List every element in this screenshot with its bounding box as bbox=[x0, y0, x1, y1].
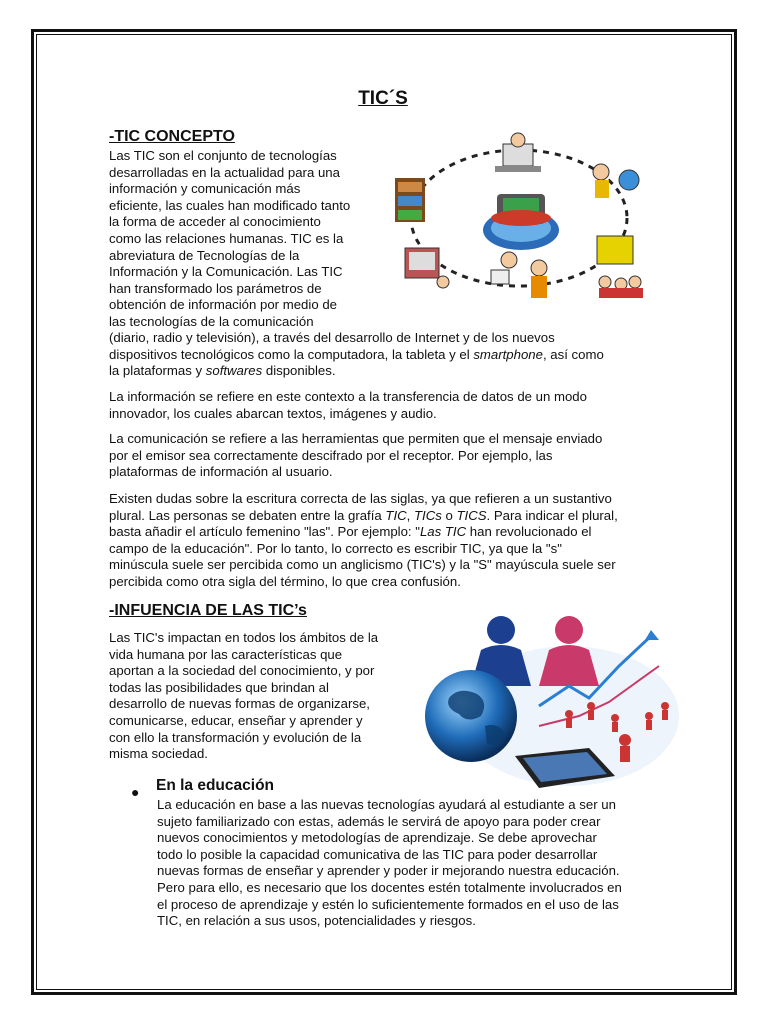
text-line: Las TIC son el conjunto de tecnologías bbox=[109, 148, 337, 163]
education-paragraph bbox=[157, 797, 662, 930]
document-title: TIC´S bbox=[358, 88, 408, 109]
text-line bbox=[109, 347, 661, 364]
ict-influence-illustration bbox=[419, 606, 679, 794]
text-line: por el emisor sea correctamente descifrado por el receptor. Por ejemplo, las bbox=[109, 447, 553, 463]
text-line: (diario, radio y televisión), a través del desarrollo de Internet y de los nuevos bbox=[109, 330, 555, 345]
text-line bbox=[109, 524, 661, 541]
text-span: dispositivos tecnológicos como la computadora, la tableta y el bbox=[109, 346, 470, 362]
text-line: percibida como otra sigla del término, lo que crea confusión. bbox=[109, 573, 461, 589]
text-line: las tecnologías de la comunicación bbox=[109, 313, 314, 329]
text-span: disponibles. bbox=[262, 363, 336, 379]
information-paragraph bbox=[109, 389, 661, 422]
text-span: o bbox=[441, 507, 457, 523]
text-line: sujeto familiarizado con estas, además le servirá de apoyo para poder crear bbox=[157, 813, 601, 829]
text-line: todo lo posible la capacidad comunicativa de las TIC para poder desarrollar bbox=[157, 846, 598, 862]
text-line: La información se refiere en este contexto a la transferencia de datos de un modo bbox=[109, 389, 587, 404]
text-line: TIC, en relación a sus usos, potencialidades y riesgos. bbox=[157, 913, 476, 929]
text-line: minúscula suele ser percibida como un anglicismo (TIC's) y la "S" mayúscula suele ser bbox=[109, 557, 616, 573]
text-line: información y comunicación más bbox=[109, 181, 301, 197]
italic-term: TIC bbox=[385, 507, 407, 523]
text-line: desarrolladas en la actualidad para una bbox=[109, 164, 340, 180]
text-line: aportan a la sociedad del conocimiento, y por bbox=[109, 663, 375, 679]
text-line: La comunicación se refiere a las herramientas que permiten que el mensaje enviado bbox=[109, 431, 603, 446]
text-line: eficiente, las cuales han modificado tanto bbox=[109, 197, 351, 213]
text-line: campo de la educación". Por lo tanto, lo correcto es escribir TIC, ya que la "s" bbox=[109, 540, 562, 556]
text-line: el proceso de aprendizaje y estén lo suficientemente formados en el uso de las bbox=[157, 896, 619, 912]
text-line: como las relaciones humanas. TIC es la bbox=[109, 230, 344, 246]
text-line: abreviatura de Tecnologías de la bbox=[109, 247, 300, 263]
section-heading-concepto: -TIC CONCEPTO bbox=[109, 128, 235, 145]
concept-paragraph-wrapped bbox=[109, 148, 379, 331]
text-line: innovador, los cuales abarcan textos, imágenes y audio. bbox=[109, 405, 437, 421]
text-span: han revolucionado el bbox=[466, 524, 592, 540]
text-span: plural. Las personas se debaten entre la grafía bbox=[109, 507, 386, 523]
concept-paragraph-full bbox=[109, 330, 661, 380]
italic-term: TICs bbox=[413, 507, 442, 523]
bullet-heading: En la educación bbox=[156, 777, 275, 794]
text-line: Existen dudas sobre la escritura correcta de las siglas, ya que refieren a un sustantivo bbox=[109, 491, 612, 506]
text-line: Información y la Comunicación. Las TIC bbox=[109, 264, 343, 280]
text-span: , bbox=[406, 507, 414, 523]
italic-term: smartphone bbox=[473, 346, 543, 362]
ict-network-illustration bbox=[391, 132, 647, 304]
text-line: nuevos conocimientos y metodologías de aprendizaje. Se debe aprovechar bbox=[157, 830, 597, 846]
text-line: nuevas formas de enseñar y aprender y poder ir mejorando nuestra educación. bbox=[157, 863, 620, 879]
text-line: La educación en base a las nuevas tecnologías ayudará al estudiante a ser un bbox=[157, 797, 616, 812]
text-span: . Para indicar el plural, bbox=[486, 507, 618, 523]
text-line: con ello la transformación y evolución de la bbox=[109, 729, 362, 745]
text-line: Las TIC's impactan en todos los ámbitos de la bbox=[109, 630, 379, 645]
text-line: han transformado los parámetros de bbox=[109, 280, 322, 296]
italic-term: Las TIC bbox=[419, 524, 467, 540]
text-line: misma sociedad. bbox=[109, 746, 208, 762]
communication-paragraph bbox=[109, 431, 661, 481]
text-line: vida humana por las características que bbox=[109, 646, 343, 662]
text-span: basta añadir el artículo femenino "las". Por ejemplo: " bbox=[109, 524, 420, 540]
influence-paragraph bbox=[109, 630, 409, 763]
text-line bbox=[109, 363, 661, 380]
text-line: desarrollo de nuevas formas de organizarse, bbox=[109, 696, 370, 712]
spelling-paragraph bbox=[109, 491, 661, 591]
text-line: todas las posibilidades que brindan al bbox=[109, 679, 329, 695]
text-span: , así como bbox=[542, 346, 604, 362]
text-line: Pero para ello, es necesario que los docentes estén totalmente involucrados en bbox=[157, 879, 622, 895]
text-line bbox=[109, 508, 661, 525]
text-line: plataformas de información al usuario. bbox=[109, 464, 333, 480]
text-span: la plataformas y bbox=[109, 363, 203, 379]
italic-term: softwares bbox=[205, 363, 263, 379]
italic-term: TICS bbox=[456, 507, 487, 523]
text-line: obtención de información por medio de bbox=[109, 297, 337, 313]
bullet-icon: ● bbox=[131, 784, 140, 800]
text-line: comunicarse, educar, enseñar y aprender y bbox=[109, 712, 363, 728]
section-heading-influencia: -INFUENCIA DE LAS TIC’s bbox=[109, 602, 307, 619]
text-line: la forma de acceder al conocimiento bbox=[109, 214, 321, 230]
